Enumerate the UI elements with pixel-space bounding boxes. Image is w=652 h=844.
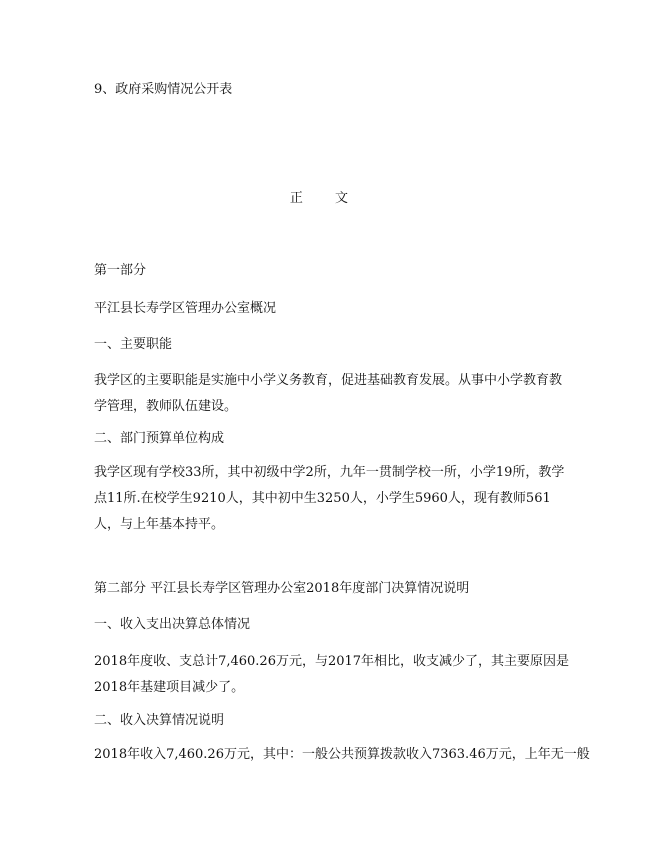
heading-zhengwen: 正 文 (289, 191, 363, 206)
part1-title: 平江县长寿学区管理办公室概况 (94, 301, 277, 316)
part1-label: 第一部分 (94, 263, 147, 278)
section1-heading: 一、主要职能 (94, 337, 173, 352)
toc-item-9: 9、政府采购情况公开表 (94, 82, 233, 97)
part2-section1-heading: 一、收入支出决算总体情况 (94, 617, 251, 632)
part2-section2-heading: 二、收入决算情况说明 (94, 713, 225, 728)
part2-section2-body: 2018年收入7,460.26万元，其中：一般公共预算拨款收入7363.46万元，上年无一般 (94, 747, 590, 762)
section2-heading: 二、部门预算单位构成 (94, 431, 225, 446)
section1-body: 我学区的主要职能是实施中小学义务教育，促进基础教育发展。从事中小学教育教学管理，教师队伍建设。 (94, 373, 563, 414)
part2-title: 第二部分 平江县长寿学区管理办公室2018年度部门决算情况说明 (94, 581, 470, 596)
part2-section1-body: 2018年度收、支总计7,460.26万元，与2017年相比，收支减少了，其主要原因是2018年基建项目减少了。 (94, 654, 570, 695)
section2-body: 我学区现有学校33所，其中初级中学2所，九年一贯制学校一所，小学19所，教学点11所.在校学生9210人，其中初中生3250人，小学生5960人，现有教师561人，与上年基本持平。 (94, 465, 565, 532)
